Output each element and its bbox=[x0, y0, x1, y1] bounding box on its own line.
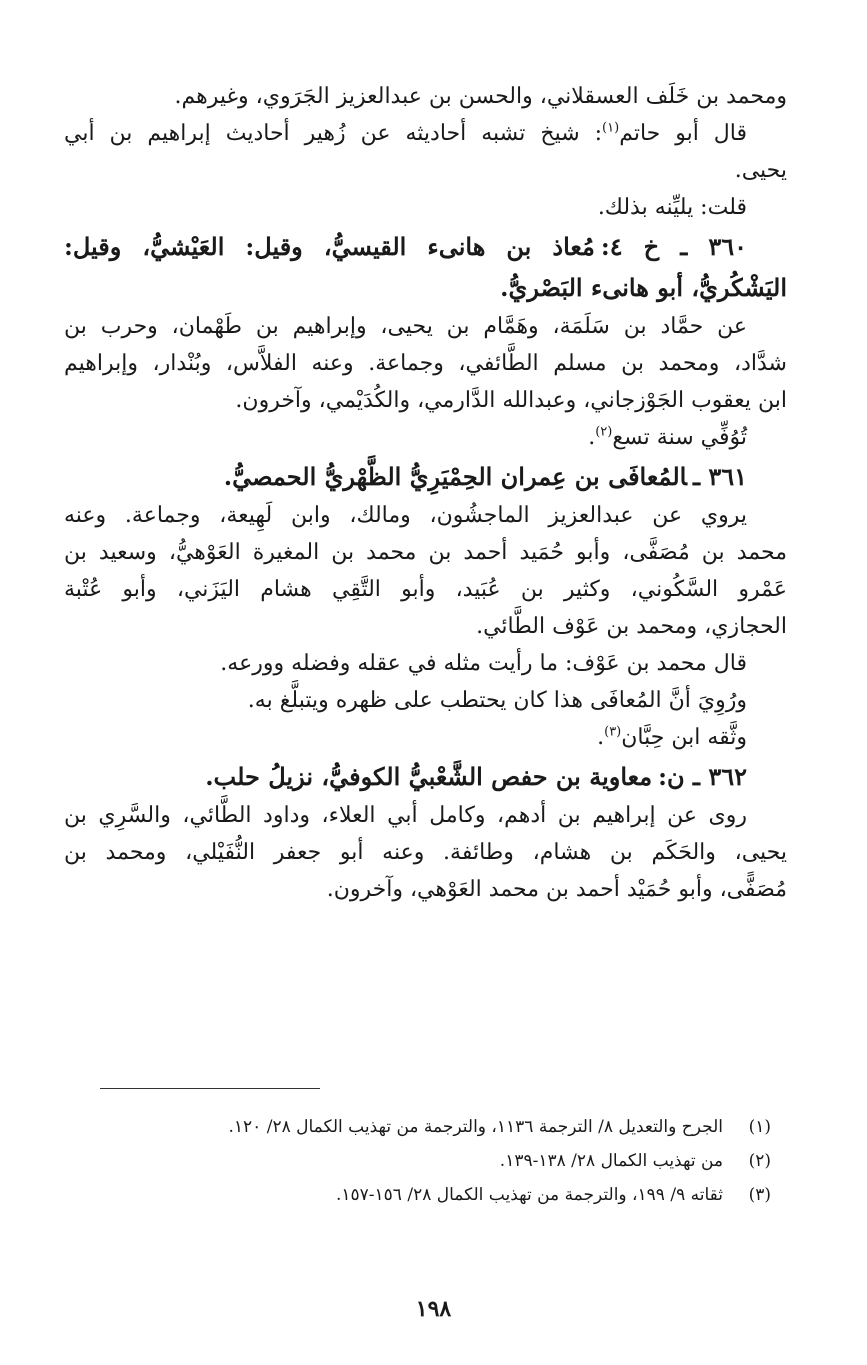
footnote-text: ثقاته ٩/ ١٩٩، والترجمة من تهذيب الكمال ٢٨/ ١٥٦-١٥٧. bbox=[335, 1185, 723, 1205]
footnote-ref: (٢) bbox=[595, 424, 613, 440]
text-line bbox=[64, 345, 787, 382]
text-line bbox=[64, 719, 787, 756]
text-line bbox=[64, 497, 787, 534]
text-line bbox=[64, 871, 787, 908]
line-text: قلت: يليِّنه بذلك. bbox=[597, 195, 747, 220]
footnote-text: الجرح والتعديل ٨/ الترجمة ١١٣٦، والترجمة من تهذيب الكمال ٢٨/ ١٢٠. bbox=[228, 1117, 723, 1137]
text-line bbox=[64, 608, 787, 645]
line-text: عَمْرو السَّكُوني، وكثير بن عُبَيد، وأبو التَّقِي هشام اليَزَني، وأبو عُتْبة bbox=[64, 577, 787, 602]
entry-heading bbox=[64, 267, 787, 308]
entry-heading bbox=[64, 756, 787, 797]
text-line bbox=[64, 419, 787, 456]
line-text-after: . bbox=[597, 725, 605, 750]
text-line bbox=[64, 682, 787, 719]
text-line bbox=[64, 115, 787, 152]
text-line bbox=[64, 797, 787, 834]
footnote-separator bbox=[100, 1088, 320, 1089]
text-line bbox=[64, 152, 787, 189]
text-line bbox=[64, 645, 787, 682]
page-number: ١٩٨ bbox=[415, 1296, 452, 1322]
line-text-after: . bbox=[588, 425, 596, 450]
footnote-ref: (٣) bbox=[604, 724, 622, 740]
line-text: يحيى. bbox=[734, 158, 787, 183]
line-text-after: : شيخ تشبه أحاديثه عن زُهير أحاديث إبراهيم بن أبي bbox=[64, 121, 603, 146]
text-line bbox=[64, 189, 787, 226]
text-line bbox=[64, 571, 787, 608]
footnote-ref: (١) bbox=[602, 120, 620, 136]
line-text: وثَّقه ابن حِبَّان bbox=[621, 725, 747, 750]
footnote-number: (١) bbox=[748, 1117, 771, 1137]
footnotes bbox=[90, 1110, 771, 1212]
line-text: مُعاذ بن هانىء القيسيُّ، وقيل: العَيْشيُّ، وقيل: bbox=[64, 232, 595, 261]
line-text: ورُوِيَ أنَّ المُعافَى هذا كان يحتطب على ظهره ويتبلَّغ به. bbox=[247, 688, 747, 713]
entry-number: ٣٦٠ ـ خ ٤: bbox=[600, 232, 747, 261]
line-text: عن حمَّاد بن سَلَمَة، وهَمَّام بن يحيى، وإبراهيم بن طَهْمان، وحرب بن bbox=[64, 314, 747, 339]
text-line bbox=[64, 308, 787, 345]
footnote-text: من تهذيب الكمال ٢٨/ ١٣٨-١٣٩. bbox=[499, 1151, 723, 1171]
line-text: شدَّاد، ومحمد بن مسلم الطَّائفي، وجماعة. وعنه الفلاَّس، وبُنْدار، وإبراهيم bbox=[64, 351, 787, 376]
line-text: ومحمد بن خَلَف العسقلاني، والحسن بن عبدالعزيز الجَرَوي، وغيرهم. bbox=[174, 84, 787, 109]
footnote bbox=[90, 1144, 771, 1178]
text-line bbox=[64, 534, 787, 571]
main-text bbox=[64, 78, 797, 908]
line-text: قال أبو حاتم bbox=[619, 121, 748, 146]
footnote-number: (٢) bbox=[748, 1151, 771, 1171]
text-line bbox=[64, 382, 787, 419]
entry-number: ٣٦٢ ـ ن: bbox=[658, 762, 747, 791]
line-text: محمد بن مُصَفَّى، وأبو حُمَيد أحمد بن محمد بن المغيرة العَوْهيُّ، وسعيد بن bbox=[64, 540, 787, 565]
text-line bbox=[64, 78, 787, 115]
line-text: اليَشْكُريُّ، أبو هانىء البَصْريُّ. bbox=[500, 273, 787, 302]
line-text: تُوُفِّي سنة تسع bbox=[612, 425, 747, 450]
text-line bbox=[64, 834, 787, 871]
entry-heading bbox=[64, 226, 787, 267]
footnote bbox=[90, 1110, 771, 1144]
line-text: الحجازي، ومحمد بن عَوْف الطَّائي. bbox=[476, 614, 787, 639]
line-text: معاوية بن حفص الشَّعْبيُّ الكوفيُّ، نزيلُ حلب. bbox=[205, 762, 653, 791]
line-text: يحيى، والحَكَم بن هشام، وطائفة. وعنه أبو جعفر النُّفَيْلي، ومحمد بن bbox=[64, 840, 787, 865]
line-text: يروي عن عبدالعزيز الماجشُون، ومالك، وابن لَهِيعة، وجماعة. وعنه bbox=[64, 503, 747, 528]
footnote-number: (٣) bbox=[748, 1185, 771, 1205]
line-text: المُعافَى بن عِمران الحِمْيَرِيُّ الظَّهْريُّ الحمصيُّ. bbox=[223, 462, 687, 491]
line-text: قال محمد بن عَوْف: ما رأيت مثله في عقله وفضله وورعه. bbox=[220, 651, 747, 676]
entry-heading bbox=[64, 456, 787, 497]
line-text: مُصَفًّى، وأبو حُمَيْد أحمد بن محمد العَوْهي، وآخرون. bbox=[326, 877, 787, 902]
entry-number: ٣٦١ ـ bbox=[692, 462, 747, 491]
line-text: ابن يعقوب الجَوْزجاني، وعبدالله الدَّارمي، والكُدَيْمي، وآخرون. bbox=[235, 388, 787, 413]
footnote bbox=[90, 1178, 771, 1212]
line-text: روى عن إبراهيم بن أدهم، وكامل أبي العلاء، وداود الطَّائي، والسَّرِي بن bbox=[64, 803, 747, 828]
